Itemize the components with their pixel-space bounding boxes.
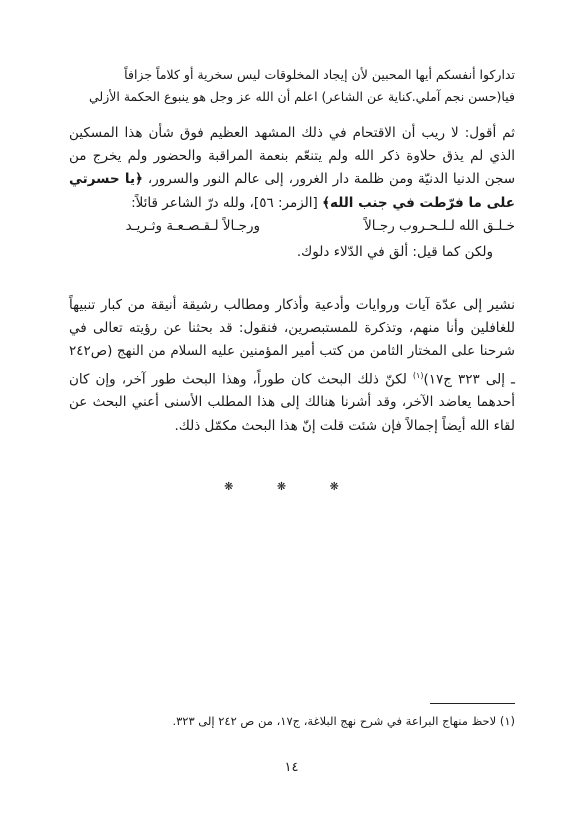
line-after-verse: ولكن كما قيل: ألق في الدّلاء دلوك. bbox=[296, 244, 493, 260]
paragraph-1-text: ثم أقول: لا ريب أن الاقتحام في ذلك المشهد العظيم فوق شأن هذا المسكين الذي لم يذق حلاوة ذكر الله ولم يتنعّم بنعمة المراقبة والحضور ولم يخرج من سجن الدنيا الدنيّة ومن ظلمة دار الغرور، إلى عالم النور والسرور، bbox=[69, 125, 516, 188]
quran-quote: ﴿يا حسرتي على ما فرّطت في جنب الله﴾ bbox=[69, 171, 515, 211]
footnote-marker: (١) bbox=[412, 370, 424, 380]
poetry-verse bbox=[69, 214, 515, 238]
paragraph-2-continuation: لكنّ ذلك البحث كان طوراً، وهذا البحث طور آخر، وإن كان أحدهما يعاضد الآخر، وقد أشرنا هنالك إلى هذا المطلب الأسنى أعني البحث عن لقاء الله أيضاً إجمالاً فإن شئت قلت إنّ هذا البحث مكمّل ذلك. bbox=[69, 371, 515, 434]
paragraph-2-text: نشير إلى عدّة آيات وروايات وأدعية وأذكار ومطالب رشيقة أنيقة من كبار تنبيهاً للغافلين وأنا منهم، وتذكرة للمستبصرين، فنقول: قد بحثنا عن رؤيته تعالى في شرحنا على المختار الثامن من كتب أمير المؤمنين عليه السلام من النهج (ص٢٤٢ ـ إلى ٣٢٣ ج١٧) bbox=[69, 297, 515, 388]
footnote-rule bbox=[430, 703, 515, 704]
poem-line-2: فيا(حسن نجم آملي.كناية عن الشاعر) اعلم أن الله عز وجل هو ينبوع الحكمة الأزلي bbox=[89, 89, 515, 104]
page-number: ١٤ bbox=[284, 760, 299, 775]
paragraph-1-citation: [الزمر: ٥٦]، ولله درّ الشاعر قائلاً: bbox=[131, 194, 323, 211]
verse-hemistich-2: ورجـالاً لـقـصـعـة وثـريـد bbox=[125, 218, 260, 234]
poem-line-1: تداركوا أنفسكم أيها المحبين لأن إيجاد المخلوقات ليس سخرية أو كلاماً جزافاً bbox=[124, 67, 515, 82]
footnote: (١) لاحظ منهاج البراعة في شرح نهج البلاغة، ج١٧، من ص ٢٤٢ إلى ٣٢٣. bbox=[172, 714, 515, 728]
verse-hemistich-1: خـلـق الله لـلـحـروب رجـالاً bbox=[364, 218, 515, 234]
section-separator: ❋ ❋ ❋ bbox=[224, 480, 359, 493]
paragraph-1 bbox=[69, 122, 515, 215]
paragraph-2 bbox=[69, 294, 515, 438]
